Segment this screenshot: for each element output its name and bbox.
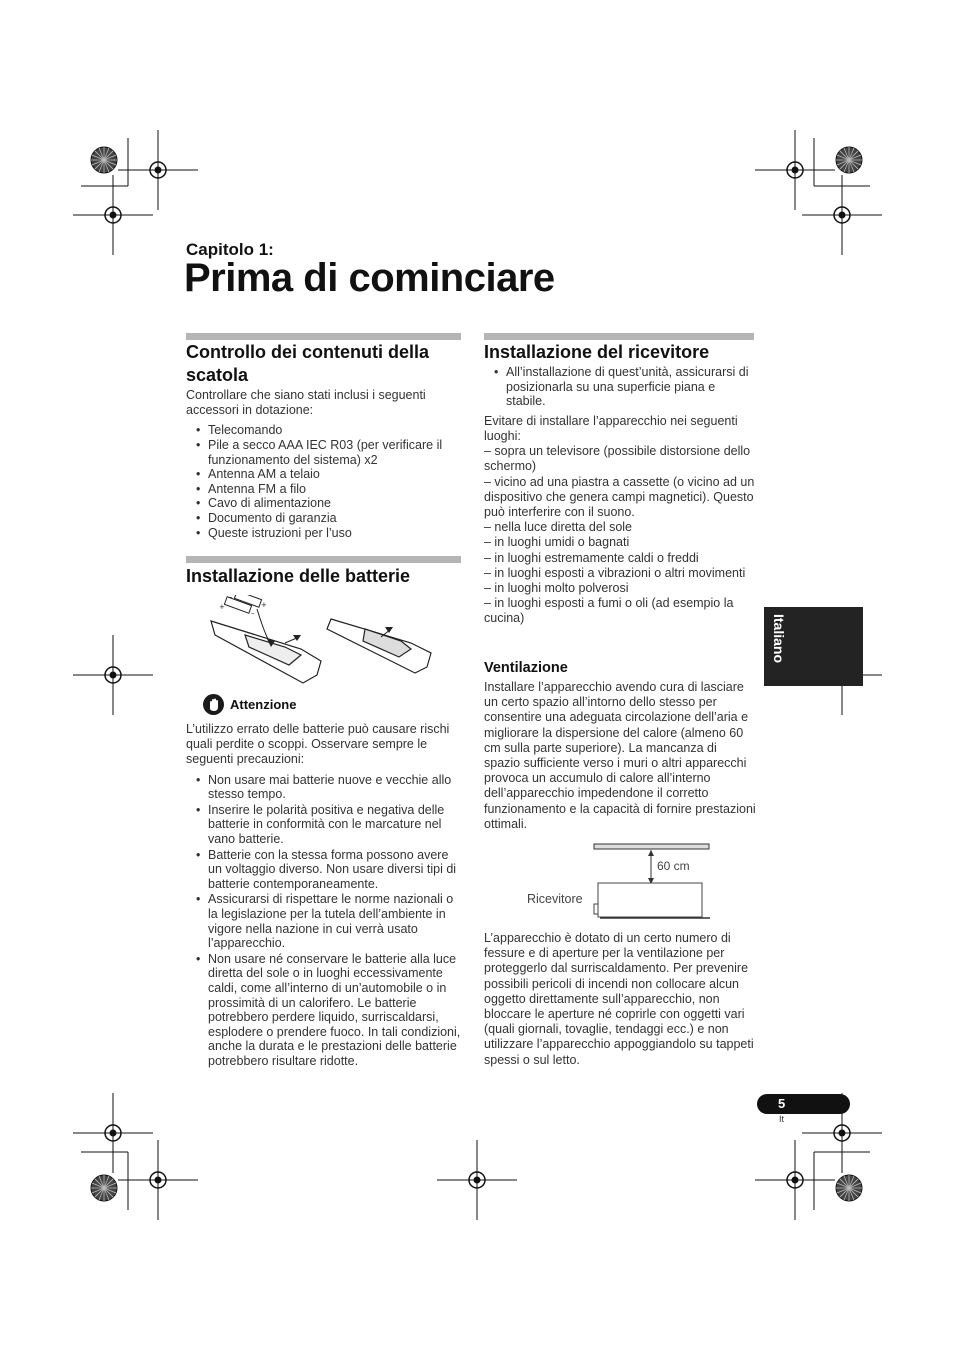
list-item: • Documento di garanzia [186,511,462,526]
list-item: • Non usare mai batterie nuove e vecchie allo stesso tempo. [186,773,462,802]
list-item: • Antenna FM a filo [186,482,462,497]
section-divider [186,333,461,340]
avoid-line: – sopra un televisore (possibile distorsione dello schermo) [484,444,751,474]
box-contents-intro: Controllare che siano stati inclusi i seguenti accessori in dotazione: [186,388,426,418]
receiver-label: Ricevitore [527,892,583,906]
avoid-line: – in luoghi estremamente caldi o freddi [484,550,699,565]
ventilation-text-2: L’apparecchio è dotato di un certo numero di fessure e di aperture per la ventilazione per proteggerlo dal surriscaldamento. Per prevenire possibili pericoli di incendi non collocare alcun oggetto direttamente sull’apparecchio, non bloccare le aperture né coprirle con oggetti vari (quali giornali, tovaglie, tendaggi ecc.) e non utilizzare l’apparecchio appoggiandolo su tappeti spessi o sul letto. [484,931,754,1067]
list-item: • All’installazione di quest’unità, assicurarsi di posizionarla su una superficie piana e stabile. [484,365,758,409]
caution-hand-icon [203,694,224,715]
avoid-line: – nella luce diretta del sole [484,520,633,535]
box-contents-section [186,341,462,540]
caution-label: Attenzione [230,697,297,712]
svg-text:–: – [229,595,233,601]
list-item: • Assicurarsi di rispettare le norme nazionali o la legislazione per la tutela dell’ambiente in vigore nella nazione in cui verrà usato l’apparecchio. [186,892,462,950]
box-contents-heading: Controllo dei contenuti della scatola [186,342,429,385]
chapter-label: Capitolo 1: [186,240,274,259]
install-section [484,341,758,627]
section-divider [186,556,461,563]
ventilation-diagram [520,840,720,922]
avoid-line: – in luoghi umidi o bagnati [484,535,630,550]
page-language-code: It [779,1114,785,1124]
svg-text:–: – [251,609,255,617]
avoid-line: – vicino ad una piastra a cassette (o vicino ad un dispositivo che genera campi magnetici). Questo può interferire con il suono. [484,474,755,519]
precautions-list [186,773,462,1069]
install-heading: Installazione del ricevitore [484,342,710,362]
accessories-list [186,423,462,540]
svg-text:+: + [261,601,267,609]
distance-label: 60 cm [657,859,690,873]
install-bullet-list [484,365,758,409]
svg-text:+: + [219,603,225,611]
language-tab-label [766,610,796,676]
list-item: • Cavo di alimentazione [186,496,462,511]
section-divider [484,333,754,340]
list-item: • Inserire le polarità positiva e negativa delle batterie in conformità con le marcature nel vano batterie. [186,803,462,847]
battery-illustration [205,595,441,687]
list-item: • Telecomando [186,423,462,438]
list-item: • Pile a secco AAA IEC R03 (per verificare il funzionamento del sistema) x2 [186,438,462,467]
language-tab-text: Italiano [771,614,787,664]
page-number: 5 [778,1096,786,1111]
avoid-line: – in luoghi esposti a fumi o oli (ad esempio la cucina) [484,596,734,626]
page-number-pill [757,1094,850,1114]
ventilation-text: Installare l’apparecchio avendo cura di lasciare un certo spazio all’intorno dello stesso per consentire una adeguata circolazione dell’aria e migliorare la dispersione del calore (almeno 60 cm sulla parte superiore). La mancanza di spazio sufficiente verso i muri o altri apparecchi provoca un accumulo di calore all’interno dell’apparecchio impedendone il corretto funzionamento e la capacità di fornire prestazioni ottimali. [484,680,756,831]
list-item: • Antenna AM a telaio [186,467,462,482]
avoid-line: – in luoghi molto polverosi [484,581,629,596]
list-item: • Batterie con la stessa forma possono avere un voltaggio diverso. Non usare diversi tipi di batterie contemporaneamente. [186,848,462,892]
battery-intro: L’utilizzo errato delle batterie può causare rischi quali perdite o scoppi. Osservare sempre le seguenti precauzioni: [186,722,450,767]
avoid-intro: Evitare di installare l’apparecchio nei seguenti luoghi: [484,413,738,443]
battery-heading: Installazione delle batterie [186,566,411,586]
ventilation-heading: Ventilazione [484,660,568,676]
page-title: Prima di cominciare [184,256,555,300]
battery-precautions [186,722,462,1069]
list-item: • Queste istruzioni per l’uso [186,526,462,541]
list-item: • Non usare né conservare le batterie alla luce diretta del sole o in luoghi eccessivamente caldi, come all’interno di un’automobile o in prossimità di un calorifero. Le batterie potrebbero perdere liquido, surriscaldarsi, esplodere o prendere fuoco. In tali condizioni, anche la durata e le prestazioni delle batterie potrebbero risultare ridotte. [186,952,462,1069]
avoid-line: – in luoghi esposti a vibrazioni o altri movimenti [484,565,746,580]
